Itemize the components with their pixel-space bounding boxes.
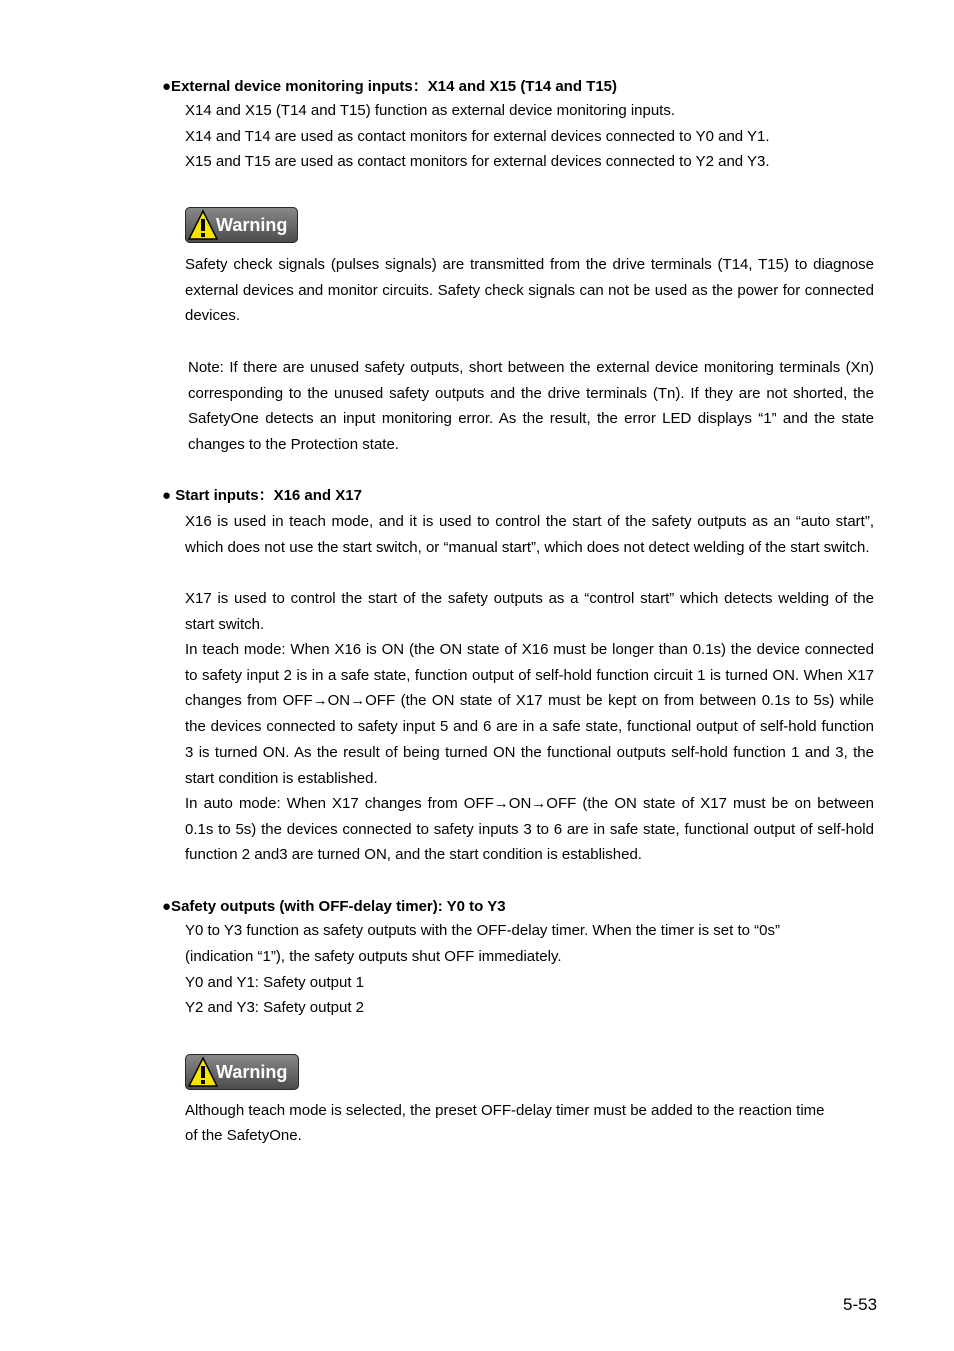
warning-1-text: Safety check signals (pulses signals) are transmitted from the drive terminals (T14, T15) to diagnose external devices and monitor circuits. Safety check signals can not be used as the power for connected devices. xyxy=(185,256,874,325)
warning-badge-1 xyxy=(185,207,298,243)
edm-line-2: X14 and T14 are used as contact monitors for external devices connected to Y0 and Y1. xyxy=(185,128,770,145)
start-paragraph-1: X16 is used in teach mode, and it is used to control the start of the safety outputs as an “auto start”, which does not use the start switch, or “manual start”, which does not detect welding of the start switch. xyxy=(185,513,874,556)
warning-badge-2 xyxy=(185,1054,299,1090)
warning-label-2: Warning xyxy=(216,1062,288,1082)
edm-line-3: X15 and T15 are used as contact monitors for external devices connected to Y2 and Y3. xyxy=(185,153,770,170)
section-heading-outputs: ●Safety outputs (with OFF-delay timer): Y0 to Y3 xyxy=(162,898,506,915)
outputs-line-1: Y0 to Y3 function as safety outputs with the OFF-delay timer. When the timer is set to “0s” xyxy=(185,922,780,939)
start-paragraph-4: In auto mode: When X17 changes from OFF→ON→OFF (the ON state of X17 must be on between 0.1s to 5s) the devices connected to safety inputs 3 to 6 are in safe state, functional output of self-hold function 2 and3 are turned ON, and the start condition is established. xyxy=(185,795,874,864)
outputs-line-4: Y2 and Y3: Safety output 2 xyxy=(185,999,365,1016)
outputs-line-2: (indication “1”), the safety outputs shut OFF immediately. xyxy=(185,948,562,965)
section-heading-start: ● Start inputs：X16 and X17 xyxy=(162,487,362,504)
warning-2-line-2: of the SafetyOne. xyxy=(185,1127,302,1144)
warning-2-line-1: Although teach mode is selected, the preset OFF-delay timer must be added to the reaction time xyxy=(185,1102,825,1119)
outputs-line-3: Y0 and Y1: Safety output 1 xyxy=(185,974,365,991)
section-heading-edm: ●External device monitoring inputs：X14 and X15 (T14 and T15) xyxy=(162,78,618,95)
warning-triangle-icon xyxy=(188,1056,218,1088)
warning-triangle-icon xyxy=(188,209,218,241)
warning-label-1: Warning xyxy=(216,215,288,235)
edm-line-1: X14 and X15 (T14 and T15) function as external device monitoring inputs. xyxy=(185,102,676,119)
start-paragraph-2: X17 is used to control the start of the safety outputs as a “control start” which detects welding of the start switch. xyxy=(185,590,874,633)
warning-1-note: Note: If there are unused safety outputs, short between the external device monitoring terminals (Xn) corresponding to the unused safety outputs and the drive terminals (Tn). If they are not shorted, the SafetyOne detects an input monitoring error. As the result, the error LED displays “1” and the state changes to the Protection state. xyxy=(188,359,874,454)
page-number: 5-53 xyxy=(843,1295,878,1314)
start-paragraph-3: In teach mode: When X16 is ON (the ON state of X16 must be longer than 0.1s) the device connected to safety input 2 is in a safe state, function output of self-hold function circuit 1 is turned ON. When X17 changes from OFF→ON→OFF (the ON state of X17 must be kept on from between 0.1s to 5s) while the devices connected to safety input 5 and 6 are in a safe state, functional output of self-hold function 3 is turned ON. As the result of being turned ON the functional outputs self-hold function 1 and 3, the start condition is established. xyxy=(185,641,874,787)
